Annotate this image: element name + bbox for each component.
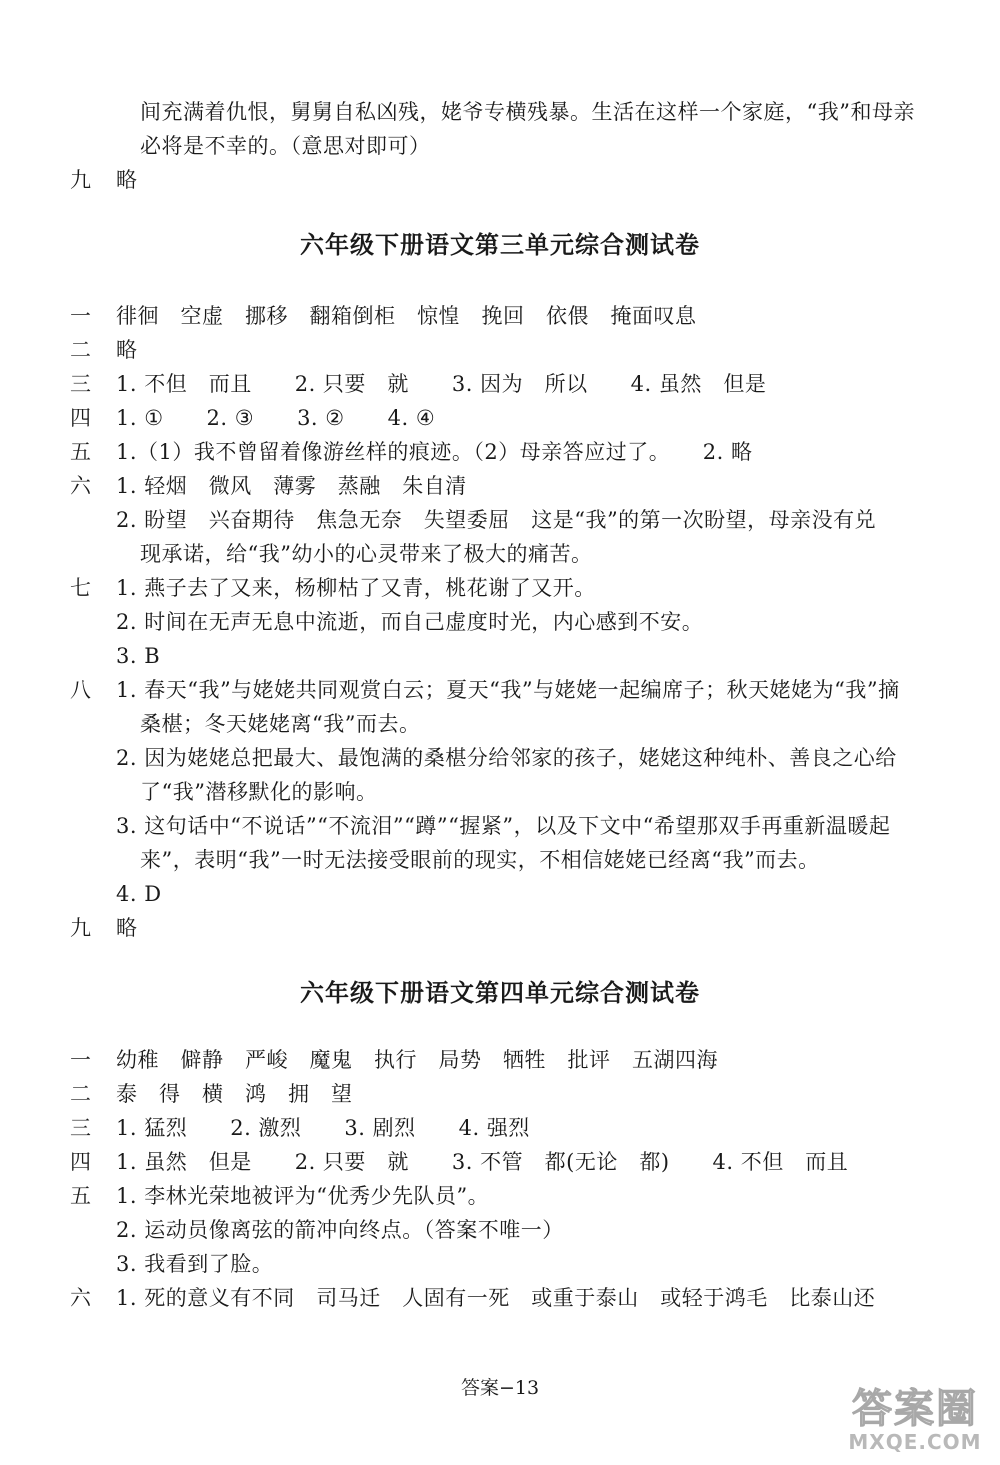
watermark-cn: 答案圈	[852, 1386, 978, 1432]
unit3-title: 六年级下册语文第三单元综合测试卷	[300, 231, 700, 259]
unit4-title: 六年级下册语文第四单元综合测试卷	[300, 979, 700, 1007]
page-number: 答案−13	[460, 1377, 540, 1399]
watermark-en: MXQE.COM	[848, 1430, 982, 1454]
watermark-logo	[840, 1387, 990, 1457]
